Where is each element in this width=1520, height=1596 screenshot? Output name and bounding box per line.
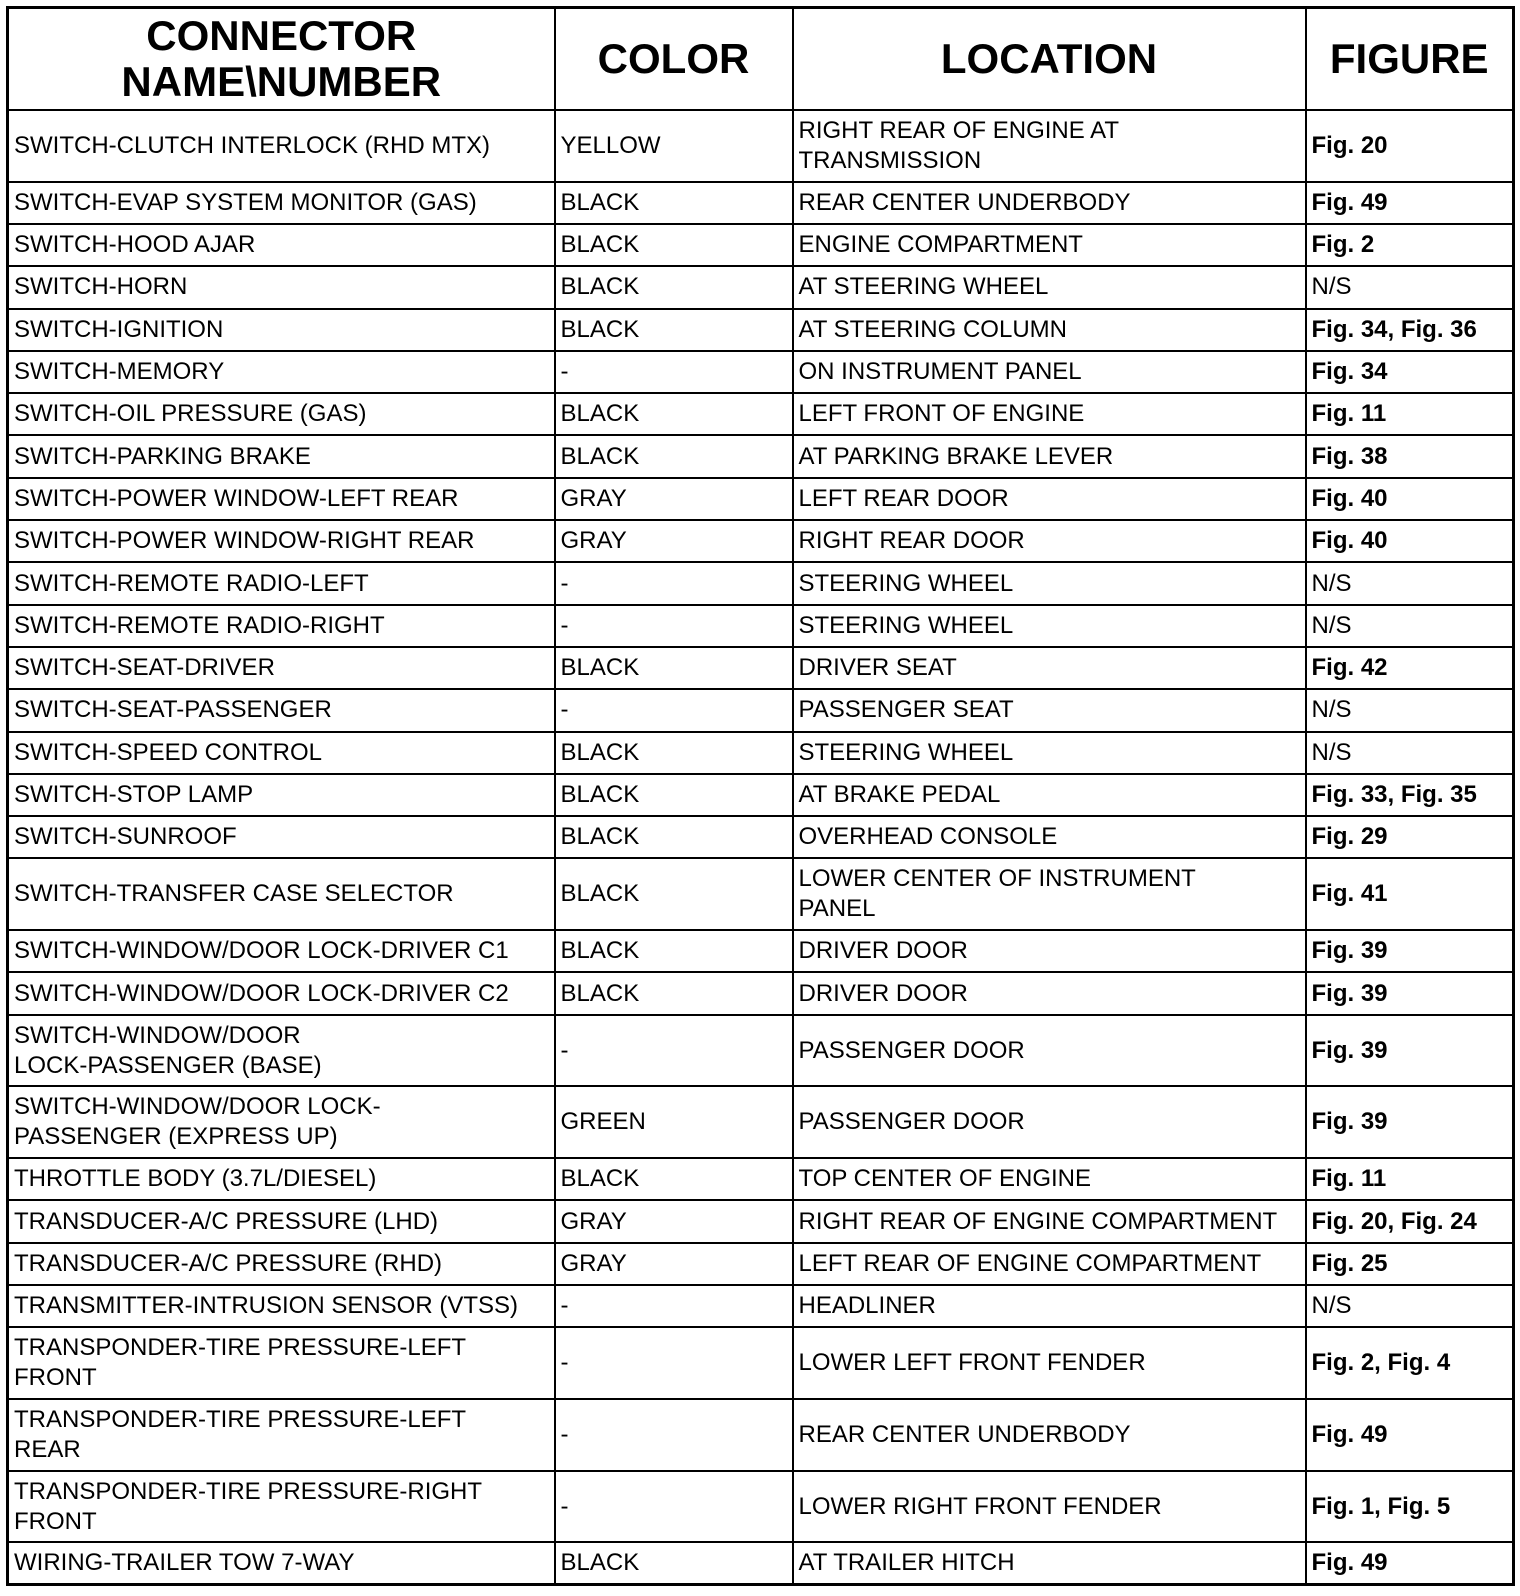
- cell-figure: Fig. 34: [1306, 351, 1514, 393]
- cell-figure: Fig. 11: [1306, 1158, 1514, 1200]
- cell-figure: N/S: [1306, 562, 1514, 604]
- cell-figure: Fig. 41: [1306, 858, 1514, 930]
- cell-connector-name: SWITCH-SPEED CONTROL: [8, 732, 555, 774]
- table-row: [8, 1542, 1514, 1584]
- cell-figure: Fig. 40: [1306, 520, 1514, 562]
- cell-location: [793, 858, 1306, 930]
- cell-figure: Fig. 49: [1306, 182, 1514, 224]
- cell-connector-name: SWITCH-HORN: [8, 266, 555, 308]
- cell-figure: Fig. 39: [1306, 1086, 1514, 1158]
- cell-figure: N/S: [1306, 732, 1514, 774]
- cell-color: BLACK: [555, 647, 793, 689]
- cell-connector-name-text: TRANSPONDER-TIRE PRESSURE-LEFT FRONT: [14, 1334, 466, 1392]
- cell-location: RIGHT REAR OF ENGINE COMPARTMENT: [793, 1200, 1306, 1242]
- cell-color: -: [555, 1327, 793, 1399]
- cell-connector-name: TRANSDUCER-A/C PRESSURE (RHD): [8, 1243, 555, 1285]
- cell-color: -: [555, 605, 793, 647]
- cell-figure: Fig. 20: [1306, 110, 1514, 182]
- cell-color: BLACK: [555, 732, 793, 774]
- cell-connector-name: SWITCH-EVAP SYSTEM MONITOR (GAS): [8, 182, 555, 224]
- cell-figure: Fig. 39: [1306, 972, 1514, 1014]
- cell-color: GREEN: [555, 1086, 793, 1158]
- cell-color: -: [555, 689, 793, 731]
- cell-color: BLACK: [555, 393, 793, 435]
- cell-figure: Fig. 49: [1306, 1399, 1514, 1471]
- cell-figure: Fig. 33, Fig. 35: [1306, 774, 1514, 816]
- cell-color: -: [555, 1399, 793, 1471]
- cell-location: OVERHEAD CONSOLE: [793, 816, 1306, 858]
- cell-connector-name: SWITCH-MEMORY: [8, 351, 555, 393]
- cell-location: HEADLINER: [793, 1285, 1306, 1327]
- table-row: [8, 605, 1514, 647]
- cell-color: YELLOW: [555, 110, 793, 182]
- cell-location: [793, 110, 1306, 182]
- cell-location: REAR CENTER UNDERBODY: [793, 182, 1306, 224]
- cell-location: DRIVER DOOR: [793, 930, 1306, 972]
- header-row: [8, 8, 1514, 111]
- header-color: COLOR: [555, 8, 793, 111]
- cell-connector-name-text: TRANSPONDER-TIRE PRESSURE-LEFT REAR: [14, 1405, 466, 1463]
- cell-figure: N/S: [1306, 1285, 1514, 1327]
- cell-connector-name: [8, 1471, 555, 1543]
- cell-connector-name: SWITCH-TRANSFER CASE SELECTOR: [8, 858, 555, 930]
- cell-location: DRIVER DOOR: [793, 972, 1306, 1014]
- cell-connector-name: THROTTLE BODY (3.7L/DIESEL): [8, 1158, 555, 1200]
- cell-color: GRAY: [555, 520, 793, 562]
- table-row: [8, 858, 1514, 930]
- table-row: [8, 182, 1514, 224]
- cell-figure: Fig. 29: [1306, 816, 1514, 858]
- table-row: [8, 309, 1514, 351]
- cell-connector-name: SWITCH-HOOD AJAR: [8, 224, 555, 266]
- header-connector-name-label: CONNECTOR NAME\NUMBER: [121, 12, 442, 105]
- cell-figure: Fig. 40: [1306, 478, 1514, 520]
- cell-figure: Fig. 39: [1306, 1015, 1514, 1087]
- cell-connector-name: SWITCH-WINDOW/DOOR LOCK-DRIVER C2: [8, 972, 555, 1014]
- cell-figure: Fig. 25: [1306, 1243, 1514, 1285]
- cell-connector-name: [8, 1086, 555, 1158]
- cell-color: BLACK: [555, 224, 793, 266]
- cell-location: LOWER RIGHT FRONT FENDER: [793, 1471, 1306, 1543]
- cell-color: BLACK: [555, 858, 793, 930]
- cell-figure: Fig. 34, Fig. 36: [1306, 309, 1514, 351]
- table-row: [8, 930, 1514, 972]
- cell-location-text: RIGHT REAR OF ENGINE AT TRANSMISSION: [798, 116, 1119, 174]
- cell-location: LOWER LEFT FRONT FENDER: [793, 1327, 1306, 1399]
- cell-connector-name: SWITCH-SEAT-PASSENGER: [8, 689, 555, 731]
- cell-location: RIGHT REAR DOOR: [793, 520, 1306, 562]
- table-row: [8, 435, 1514, 477]
- cell-color: BLACK: [555, 972, 793, 1014]
- cell-location: AT PARKING BRAKE LEVER: [793, 435, 1306, 477]
- header-connector-name: [8, 8, 555, 111]
- cell-location: LEFT FRONT OF ENGINE: [793, 393, 1306, 435]
- cell-connector-name: SWITCH-POWER WINDOW-LEFT REAR: [8, 478, 555, 520]
- cell-location: AT STEERING COLUMN: [793, 309, 1306, 351]
- table-row: [8, 393, 1514, 435]
- cell-connector-name: SWITCH-PARKING BRAKE: [8, 435, 555, 477]
- cell-connector-name: SWITCH-CLUTCH INTERLOCK (RHD MTX): [8, 110, 555, 182]
- table-row: [8, 224, 1514, 266]
- table-row: [8, 972, 1514, 1014]
- connector-table-wrapper: [6, 6, 1515, 1586]
- cell-location: AT BRAKE PEDAL: [793, 774, 1306, 816]
- table-header: [8, 8, 1514, 111]
- cell-location-text: LOWER CENTER OF INSTRUMENT PANEL: [798, 865, 1196, 923]
- cell-figure: N/S: [1306, 605, 1514, 647]
- table-row: [8, 1243, 1514, 1285]
- cell-figure: Fig. 2, Fig. 4: [1306, 1327, 1514, 1399]
- cell-color: BLACK: [555, 1158, 793, 1200]
- cell-connector-name-text: TRANSPONDER-TIRE PRESSURE-RIGHT FRONT: [14, 1477, 482, 1535]
- table-row: [8, 647, 1514, 689]
- cell-location: AT STEERING WHEEL: [793, 266, 1306, 308]
- cell-connector-name: TRANSMITTER-INTRUSION SENSOR (VTSS): [8, 1285, 555, 1327]
- table-row: [8, 816, 1514, 858]
- cell-color: -: [555, 1471, 793, 1543]
- cell-figure: Fig. 20, Fig. 24: [1306, 1200, 1514, 1242]
- cell-location: STEERING WHEEL: [793, 605, 1306, 647]
- cell-color: BLACK: [555, 182, 793, 224]
- cell-color: -: [555, 562, 793, 604]
- cell-color: GRAY: [555, 478, 793, 520]
- table-row: [8, 1015, 1514, 1087]
- cell-connector-name: TRANSDUCER-A/C PRESSURE (LHD): [8, 1200, 555, 1242]
- table-row: [8, 520, 1514, 562]
- cell-location: PASSENGER SEAT: [793, 689, 1306, 731]
- table-body: [8, 110, 1514, 1585]
- cell-color: GRAY: [555, 1243, 793, 1285]
- cell-connector-name: SWITCH-OIL PRESSURE (GAS): [8, 393, 555, 435]
- table-row: [8, 1158, 1514, 1200]
- table-row: [8, 1471, 1514, 1543]
- table-row: [8, 1086, 1514, 1158]
- cell-location: LEFT REAR OF ENGINE COMPARTMENT: [793, 1243, 1306, 1285]
- table-row: [8, 1327, 1514, 1399]
- cell-connector-name: [8, 1015, 555, 1087]
- cell-color: -: [555, 351, 793, 393]
- table-row: [8, 689, 1514, 731]
- cell-connector-name: SWITCH-IGNITION: [8, 309, 555, 351]
- cell-color: BLACK: [555, 435, 793, 477]
- cell-connector-name: SWITCH-POWER WINDOW-RIGHT REAR: [8, 520, 555, 562]
- cell-figure: Fig. 1, Fig. 5: [1306, 1471, 1514, 1543]
- table-row: [8, 110, 1514, 182]
- cell-color: BLACK: [555, 309, 793, 351]
- cell-color: -: [555, 1285, 793, 1327]
- cell-figure: Fig. 39: [1306, 930, 1514, 972]
- table-row: [8, 774, 1514, 816]
- cell-location: REAR CENTER UNDERBODY: [793, 1399, 1306, 1471]
- table-row: [8, 1399, 1514, 1471]
- cell-location: STEERING WHEEL: [793, 732, 1306, 774]
- cell-color: BLACK: [555, 1542, 793, 1584]
- cell-connector-name: SWITCH-REMOTE RADIO-RIGHT: [8, 605, 555, 647]
- connector-table: [6, 6, 1515, 1586]
- cell-figure: Fig. 11: [1306, 393, 1514, 435]
- cell-connector-name: SWITCH-SUNROOF: [8, 816, 555, 858]
- cell-figure: Fig. 2: [1306, 224, 1514, 266]
- cell-connector-name: WIRING-TRAILER TOW 7-WAY: [8, 1542, 555, 1584]
- cell-location: DRIVER SEAT: [793, 647, 1306, 689]
- cell-connector-name: [8, 1399, 555, 1471]
- cell-figure: Fig. 38: [1306, 435, 1514, 477]
- header-location: LOCATION: [793, 8, 1306, 111]
- cell-color: BLACK: [555, 816, 793, 858]
- table-row: [8, 478, 1514, 520]
- cell-location: PASSENGER DOOR: [793, 1086, 1306, 1158]
- cell-location: STEERING WHEEL: [793, 562, 1306, 604]
- cell-connector-name: [8, 1327, 555, 1399]
- cell-color: GRAY: [555, 1200, 793, 1242]
- table-row: [8, 1200, 1514, 1242]
- cell-color: BLACK: [555, 266, 793, 308]
- header-figure: FIGURE: [1306, 8, 1514, 111]
- cell-location: TOP CENTER OF ENGINE: [793, 1158, 1306, 1200]
- cell-location: ON INSTRUMENT PANEL: [793, 351, 1306, 393]
- cell-connector-name: SWITCH-REMOTE RADIO-LEFT: [8, 562, 555, 604]
- cell-location: ENGINE COMPARTMENT: [793, 224, 1306, 266]
- cell-figure: Fig. 42: [1306, 647, 1514, 689]
- table-row: [8, 351, 1514, 393]
- cell-color: BLACK: [555, 774, 793, 816]
- table-row: [8, 732, 1514, 774]
- cell-location: PASSENGER DOOR: [793, 1015, 1306, 1087]
- cell-connector-name: SWITCH-STOP LAMP: [8, 774, 555, 816]
- cell-figure: Fig. 49: [1306, 1542, 1514, 1584]
- cell-connector-name-text: SWITCH-WINDOW/DOOR LOCK-PASSENGER (BASE): [14, 1021, 322, 1079]
- cell-color: -: [555, 1015, 793, 1087]
- cell-figure: N/S: [1306, 689, 1514, 731]
- table-row: [8, 1285, 1514, 1327]
- cell-location: LEFT REAR DOOR: [793, 478, 1306, 520]
- cell-figure: N/S: [1306, 266, 1514, 308]
- cell-connector-name: SWITCH-WINDOW/DOOR LOCK-DRIVER C1: [8, 930, 555, 972]
- cell-connector-name: SWITCH-SEAT-DRIVER: [8, 647, 555, 689]
- cell-connector-name-text: SWITCH-WINDOW/DOOR LOCK-PASSENGER (EXPRESS UP): [14, 1093, 381, 1151]
- cell-color: BLACK: [555, 930, 793, 972]
- cell-location: AT TRAILER HITCH: [793, 1542, 1306, 1584]
- table-row: [8, 562, 1514, 604]
- table-row: [8, 266, 1514, 308]
